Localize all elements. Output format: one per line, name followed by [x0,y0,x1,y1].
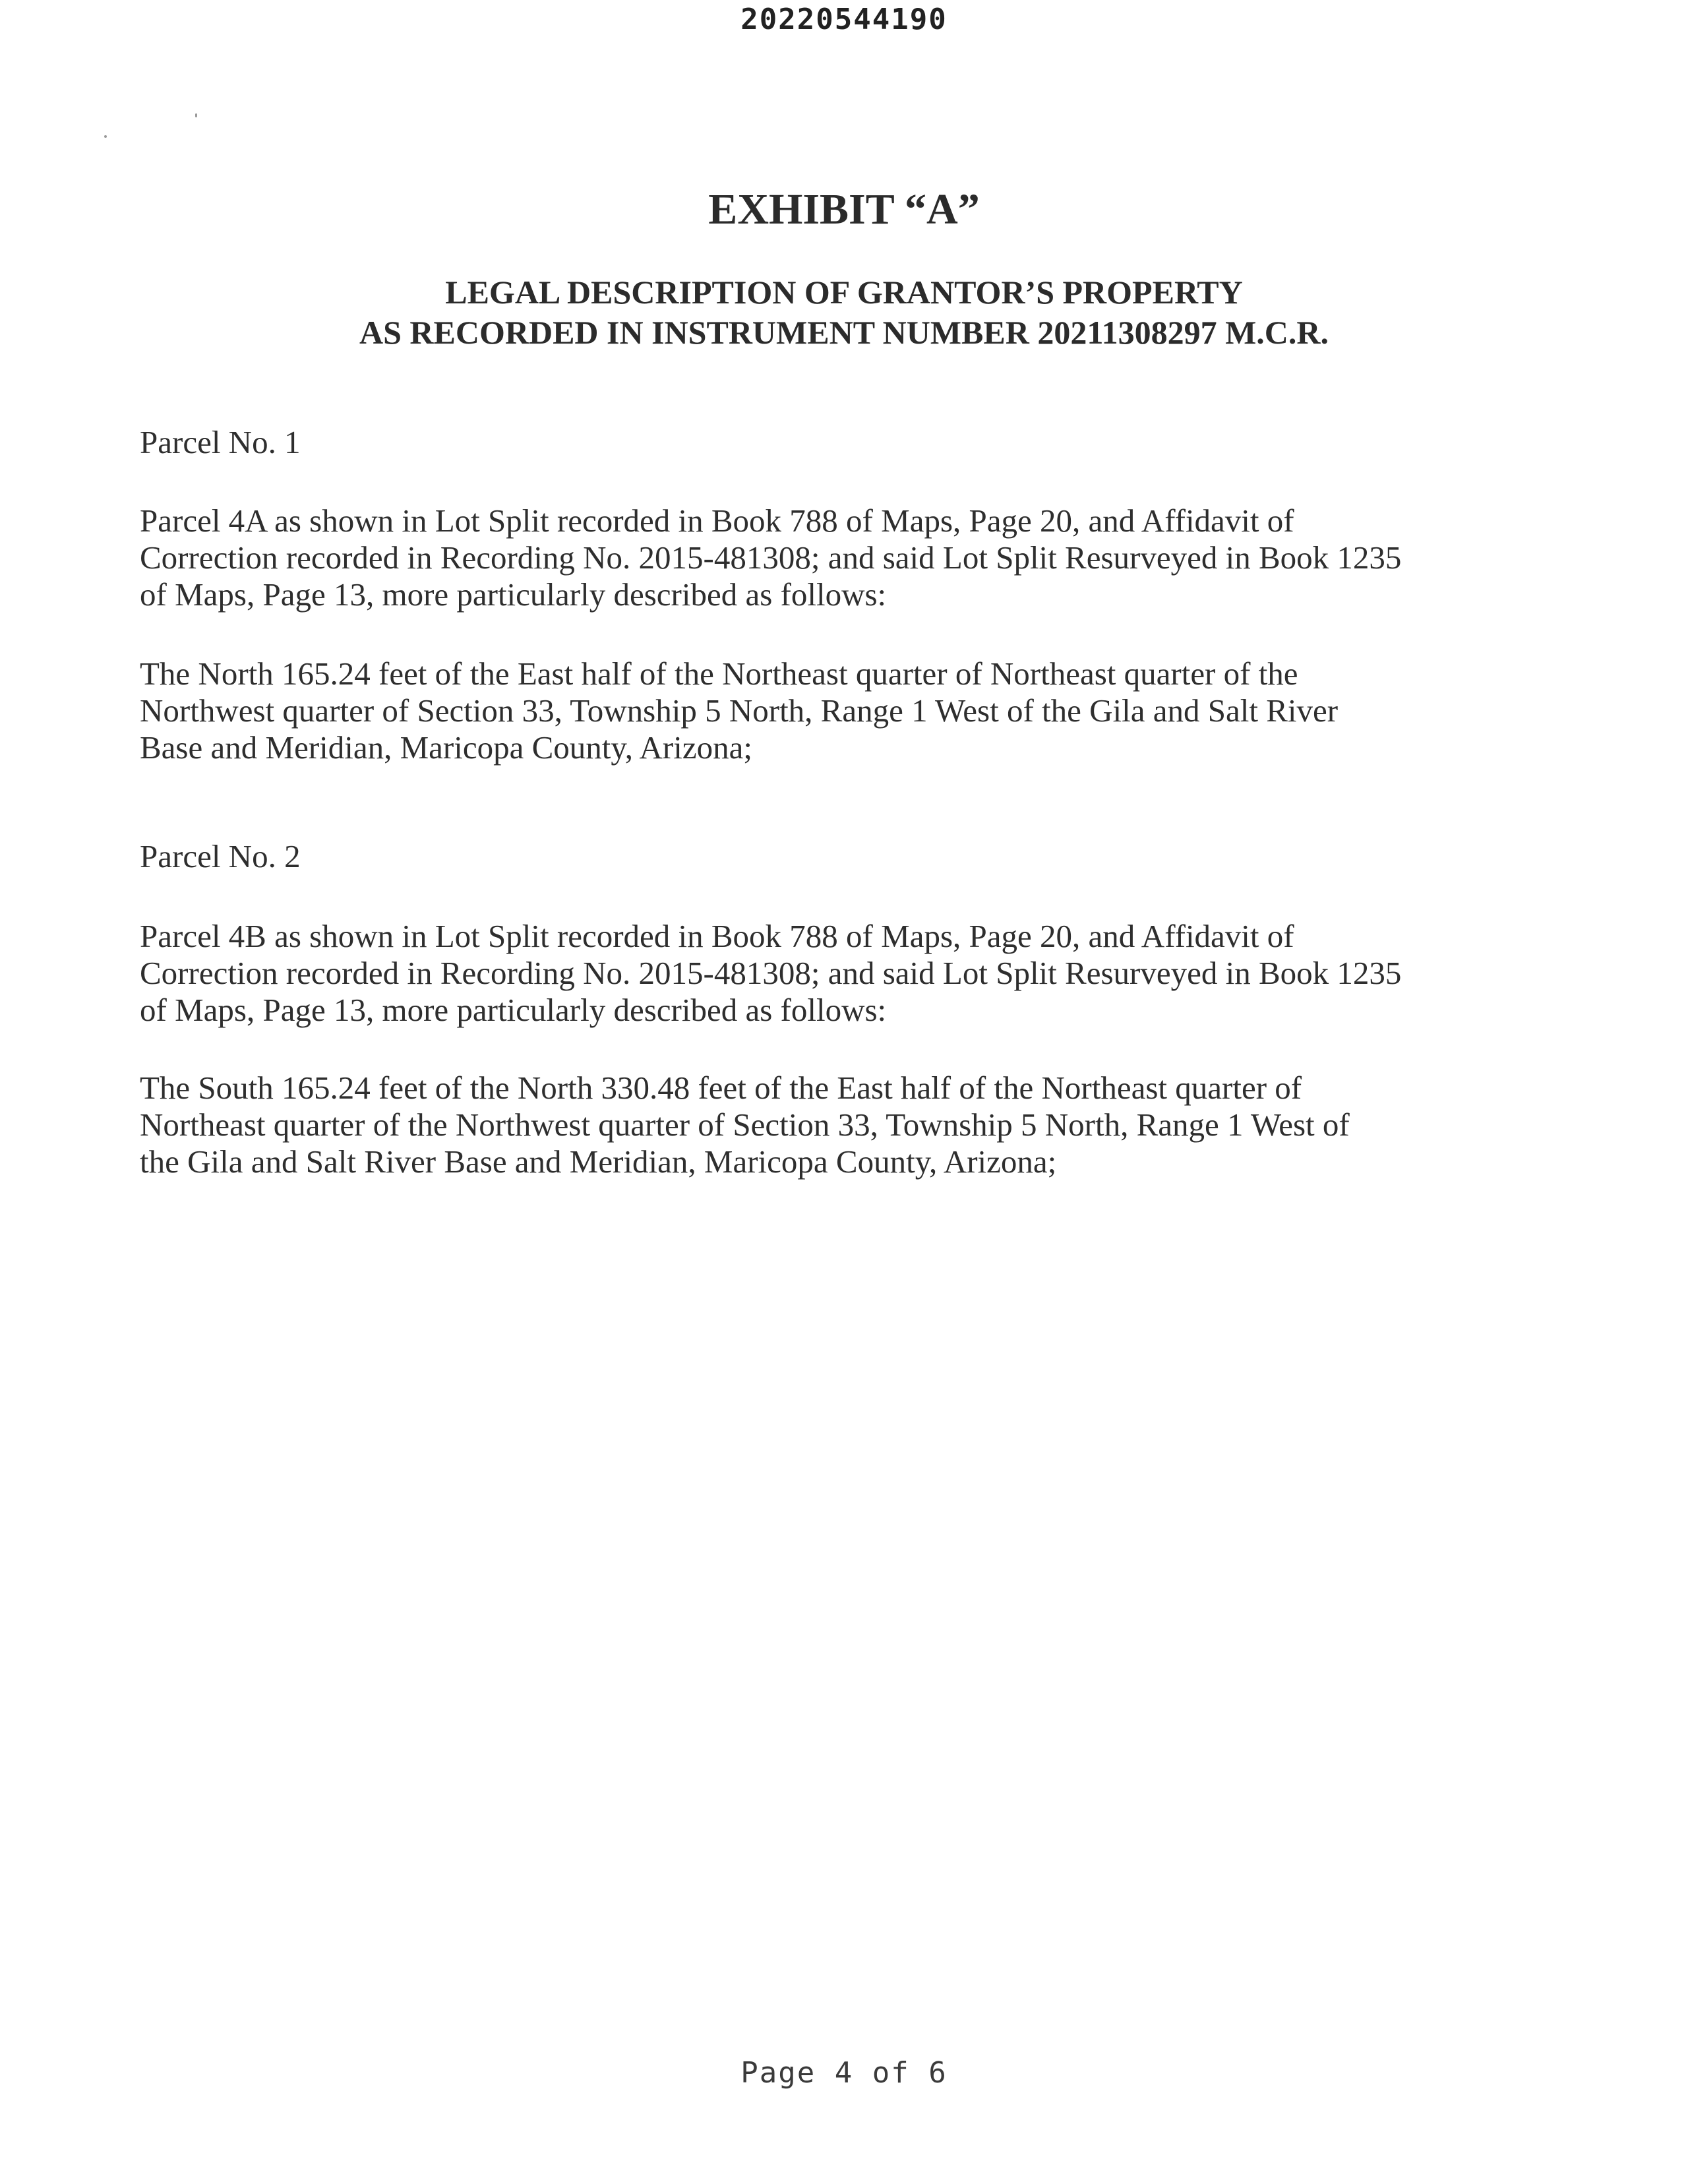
parcel-1-reference-line-3: of Maps, Page 13, more particularly described as follows: [140,576,887,613]
parcel-2-reference-line-2: Correction recorded in Recording No. 2015-481308; and said Lot Split Resurveyed in Book 1235 [140,955,1402,991]
parcel-1-description-line-3: Base and Meridian, Maricopa County, Arizona; [140,729,752,766]
parcel-1-reference [140,502,1656,613]
parcel-2-description-line-2: Northeast quarter of the Northwest quarter of Section 33, Township 5 North, Range 1 West of [140,1107,1350,1143]
parcel-1-reference-line-1: Parcel 4A as shown in Lot Split recorded in Book 788 of Maps, Page 20, and Affidavit of [140,502,1294,539]
parcel-2-heading: Parcel No. 2 [140,838,301,874]
exhibit-subtitle-line-2: AS RECORDED IN INSTRUMENT NUMBER 20211308297 M.C.R. [359,314,1329,351]
scan-speck [195,113,197,117]
exhibit-subtitle-line-1: LEGAL DESCRIPTION OF GRANTOR’S PROPERTY [445,274,1243,311]
parcel-2-description-line-3: the Gila and Salt River Base and Meridian, Maricopa County, Arizona; [140,1143,1057,1180]
parcel-2-reference-line-3: of Maps, Page 13, more particularly described as follows: [140,992,887,1028]
parcel-2-description-line-1: The South 165.24 feet of the North 330.48 feet of the East half of the Northeast quarter of [140,1070,1302,1106]
scan-speck [104,135,107,138]
document-number: 20220544190 [740,3,948,36]
exhibit-title: EXHIBIT “A” [708,185,980,233]
parcel-1-heading: Parcel No. 1 [140,424,301,460]
parcel-1-description [140,655,1656,766]
parcel-1-description-line-1: The North 165.24 feet of the East half of the Northeast quarter of Northeast quarter of the [140,655,1298,692]
parcel-2-description [140,1070,1656,1180]
parcel-2-reference-line-1: Parcel 4B as shown in Lot Split recorded in Book 788 of Maps, Page 20, and Affidavit of [140,918,1294,954]
parcel-1-reference-line-2: Correction recorded in Recording No. 2015-481308; and said Lot Split Resurveyed in Book 1235 [140,539,1402,576]
parcel-1-description-line-2: Northwest quarter of Section 33, Township 5 North, Range 1 West of the Gila and Salt River [140,692,1339,729]
page-number: Page 4 of 6 [740,2056,948,2090]
parcel-2-reference [140,918,1656,1029]
